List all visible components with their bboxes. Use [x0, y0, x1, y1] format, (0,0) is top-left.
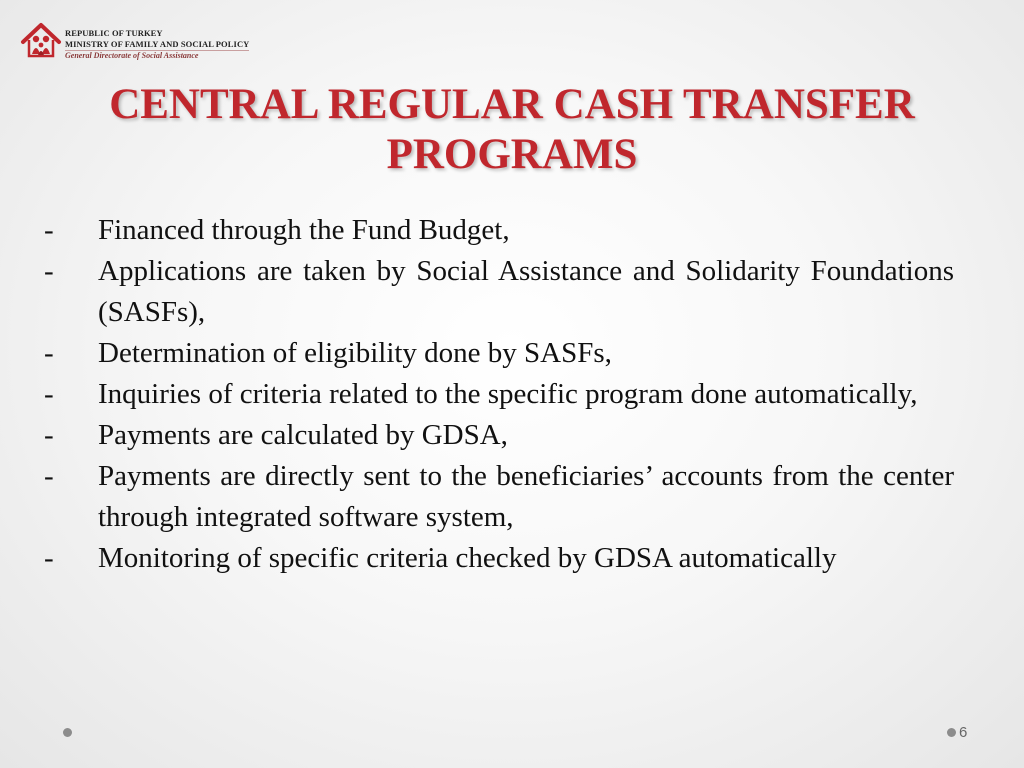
footer-dot-right: [947, 728, 956, 737]
bullet-text: Determination of eligibility done by SASFs,: [98, 337, 612, 369]
bullet-text: Monitoring of specific criteria checked by GDSA automatically: [98, 542, 837, 574]
organization-name: [65, 20, 249, 61]
bullet-marker: -: [44, 337, 54, 369]
bullet-marker: -: [44, 378, 54, 410]
footer-dot-left: [63, 728, 72, 737]
bullet-text: Applications are taken by Social Assistance and Solidarity Foundations (SASFs),: [98, 255, 954, 328]
bullet-text: Financed through the Fund Budget,: [98, 214, 510, 246]
bullet-text: Payments are directly sent to the beneficiaries’ accounts from the center through integrated software system,: [98, 460, 954, 533]
bullet-item: [44, 333, 954, 374]
bullet-list: [44, 210, 954, 579]
bullet-item: [44, 251, 954, 333]
header: [20, 20, 249, 66]
slide-title: CENTRAL REGULAR CASH TRANSFER PROGRAMS: [109, 81, 915, 178]
bullet-item: [44, 415, 954, 456]
bullet-item: [44, 374, 954, 415]
bullet-item: [44, 538, 954, 579]
bullet-item: [44, 210, 954, 251]
bullet-text: Payments are calculated by GDSA,: [98, 419, 508, 451]
org-line-republic: REPUBLIC OF TURKEY: [65, 28, 163, 38]
org-line-directorate: General Directorate of Social Assistance: [65, 50, 249, 61]
bullet-marker: -: [44, 255, 54, 287]
bullet-marker: -: [44, 460, 54, 492]
bullet-marker: -: [44, 419, 54, 451]
bullet-item: [44, 456, 954, 538]
bullet-text: Inquiries of criteria related to the specific program done automatically,: [98, 378, 918, 410]
page-number: 6: [959, 724, 968, 741]
family-house-logo-icon: [20, 20, 62, 62]
org-line-ministry: MINISTRY OF FAMILY AND SOCIAL POLICY: [65, 39, 250, 49]
bullet-marker: -: [44, 542, 54, 574]
bullet-marker: -: [44, 214, 54, 246]
